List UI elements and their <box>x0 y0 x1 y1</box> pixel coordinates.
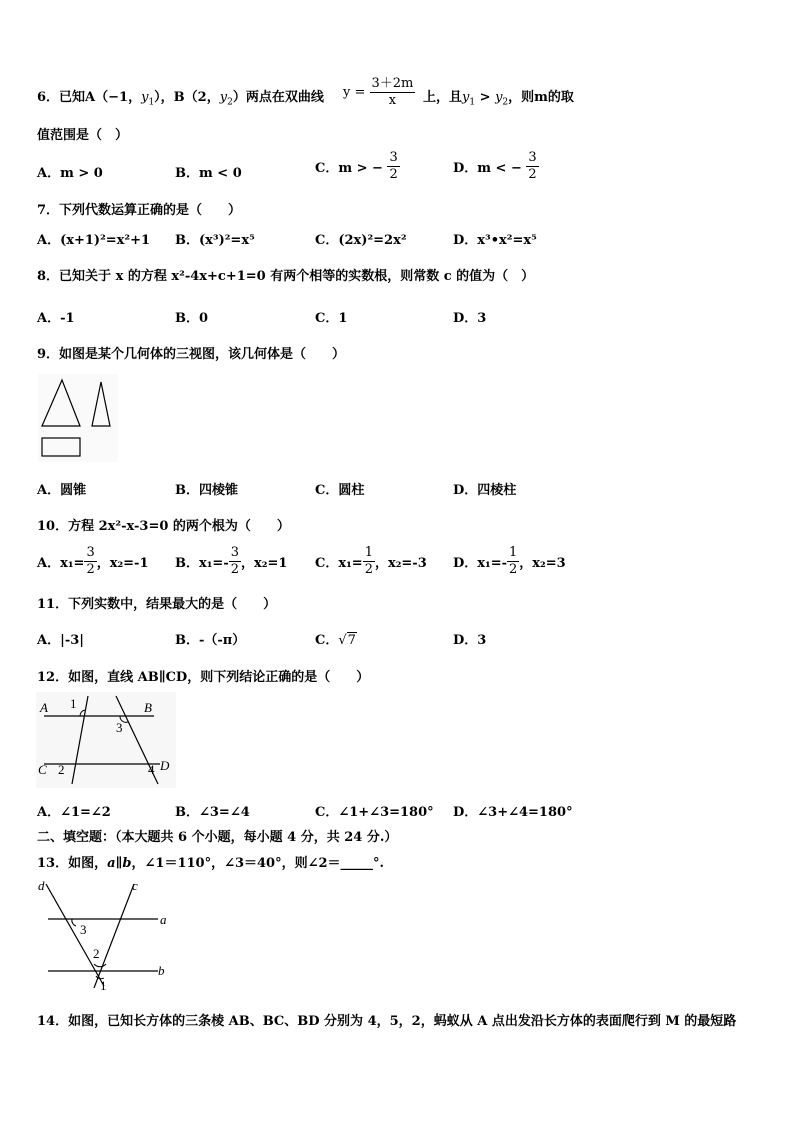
q10-d-num: 1 <box>509 545 518 560</box>
q6-text-c: ），B（2， <box>154 90 220 105</box>
q6-frac-den: x <box>388 93 397 108</box>
q10-a-frac <box>84 545 96 578</box>
q6-option-d <box>453 150 539 183</box>
q11-option-a: A．|-3| <box>37 633 84 648</box>
q10-a-post: ，x₂=-1 <box>96 556 149 571</box>
q13-text-c: ，∠1＝110°，∠3＝40°，则∠2＝ <box>131 856 341 871</box>
q12-option-c: C．∠1+∠3=180° <box>315 805 434 820</box>
q13-label-1: 1 <box>100 978 107 993</box>
q10-d-frac <box>507 545 519 578</box>
q10-d-pre: D．x₁=- <box>453 556 508 571</box>
q6-y1b: y <box>462 90 470 105</box>
q6-y1: y <box>141 90 149 105</box>
q10-d-den: 2 <box>509 562 518 577</box>
q7-option-b: B．(x³)²=x⁵ <box>175 233 255 248</box>
q9-option-c: C．圆柱 <box>315 483 365 498</box>
q6-option-c <box>315 150 400 183</box>
q13-figure <box>36 876 176 994</box>
q9-option-a: A．圆锥 <box>37 483 87 498</box>
q8-option-c: C．1 <box>315 311 348 326</box>
q13-label-d: d <box>38 878 45 893</box>
q12-label-1: 1 <box>70 696 77 711</box>
q13-angle2-arc <box>94 964 106 967</box>
section-fill-in-heading: 二、填空题：（本大题共 6 个小题，每小题 4 分，共 24 分.） <box>37 830 398 845</box>
q6-d-num: 3 <box>528 150 537 165</box>
q8-option-d: D．3 <box>453 311 487 326</box>
q11-radicand: 7 <box>347 633 356 648</box>
q10-a-pre: A．x₁= <box>37 556 85 571</box>
q11-option-b: B．-（-π） <box>175 633 246 648</box>
q6-y-eq: y = <box>343 85 366 100</box>
q10-stem: 10．方程 2x²-x-3=0 的两个根为（ ） <box>37 519 290 534</box>
q12-label-d: D <box>160 758 170 773</box>
q13-stem <box>37 852 384 871</box>
q9-option-d: D．四棱柱 <box>453 483 517 498</box>
q6-option-d-pre: D．m < − <box>453 161 522 176</box>
q13-text-d: °. <box>373 856 385 871</box>
q8-option-a: A．-1 <box>37 311 75 326</box>
q9-option-b: B．四棱锥 <box>175 483 238 498</box>
q10-option-c <box>315 545 427 578</box>
q12-figure-bg <box>36 692 176 788</box>
q6-frac-num: 3＋2m <box>371 76 414 91</box>
q13-answer-blank[interactable]: _____ <box>340 856 374 871</box>
q10-d-post: ，x₂=3 <box>519 556 566 571</box>
q13-label-3: 3 <box>80 922 87 937</box>
q6-c-num: 3 <box>389 150 398 165</box>
q12-label-b: B <box>144 700 152 715</box>
q6-y2b: y <box>495 90 503 105</box>
q13-label-2: 2 <box>93 946 100 961</box>
q6-gt: > <box>475 90 496 105</box>
q6-option-c-frac <box>387 150 399 183</box>
q11-option-d: D．3 <box>453 633 487 648</box>
q10-c-frac <box>363 545 375 578</box>
q10-b-post: ，x₂=1 <box>241 556 288 571</box>
q12-stem: 12．如图，直线 AB∥CD，则下列结论正确的是（ ） <box>37 670 370 685</box>
q6-stem-tail <box>423 86 574 108</box>
q6-c-den: 2 <box>389 167 398 182</box>
q6-d-den: 2 <box>528 167 537 182</box>
q12-option-a: A．∠1=∠2 <box>37 805 111 820</box>
q9-figure-bg <box>38 374 118 462</box>
q13-text-a: 13．如图， <box>37 856 108 871</box>
q6-stem <box>37 86 324 108</box>
q14-stem: 14．如图，已知长方体的三条棱 AB、BC、BD 分别为 4，5，2，蚂蚁从 A 点出发沿长方体的表面爬行到 M 的最短路 <box>37 1014 737 1029</box>
q8-option-b: B．0 <box>175 311 209 326</box>
q6-text-h: 上，且 <box>423 90 463 105</box>
q9-three-view-figure <box>38 374 118 462</box>
q6-y1-sub: 1 <box>148 97 155 108</box>
q7-stem: 7．下列代数运算正确的是（ ） <box>37 203 242 218</box>
q12-label-a: A <box>40 700 48 715</box>
q6-fraction <box>370 76 416 109</box>
q6-y2: y <box>219 90 228 105</box>
q10-c-num: 1 <box>364 545 373 560</box>
q12-option-b: B．∠3=∠4 <box>175 805 250 820</box>
q6-option-b: B．m < 0 <box>175 166 242 181</box>
q10-a-num: 3 <box>86 545 95 560</box>
q11-option-c <box>315 629 357 648</box>
q6-stem-line2: 值范围是（ ） <box>37 128 129 143</box>
q8-stem: 8．已知关于 x 的方程 x²-4x+c+1=0 有两个相等的实数根，则常数 c 的值为（ ） <box>37 269 535 284</box>
q13-label-c: c <box>132 878 138 893</box>
q10-a-den: 2 <box>86 562 95 577</box>
q12-option-d: D．∠3+∠4=180° <box>453 805 573 820</box>
q13-angle3-arc <box>72 919 76 926</box>
q7-option-d: D．x³•x²=x⁵ <box>453 233 537 248</box>
q6-text-e: ）两点在双曲线 <box>232 90 324 105</box>
q10-b-pre: B．x₁=- <box>175 556 229 571</box>
q12-label-3: 3 <box>116 720 123 735</box>
q12-parallel-lines-figure <box>36 692 176 788</box>
q13-label-b: b <box>158 963 165 978</box>
q10-b-num: 3 <box>230 545 240 560</box>
q10-b-den: 2 <box>230 562 240 577</box>
q12-label-2: 2 <box>58 762 65 777</box>
q6-option-c-pre: C．m > − <box>315 161 383 176</box>
q13-label-a: a <box>160 912 167 927</box>
q10-b-frac <box>229 545 241 578</box>
q6-text-l: ，则m的取 <box>508 90 574 105</box>
q10-c-post: ，x₂=-3 <box>374 556 427 571</box>
q7-option-c: C．(2x)²=2x² <box>315 233 407 248</box>
q10-c-pre: C．x₁= <box>315 556 363 571</box>
q12-label-c: C <box>38 762 47 777</box>
q9-stem: 9．如图是某个几何体的三视图，该几何体是（ ） <box>37 347 346 362</box>
q10-option-b <box>175 545 287 578</box>
q13-line-c <box>94 884 134 988</box>
q6-func <box>343 76 415 109</box>
q11-stem: 11．下列实数中，结果最大的是（ ） <box>37 597 277 612</box>
q6-option-d-frac <box>526 150 538 183</box>
q11-sqrt-sign: √ <box>338 633 347 648</box>
q10-option-d <box>453 545 566 578</box>
q12-label-4: 4 <box>148 762 155 777</box>
q7-option-a: A．(x+1)²=x²+1 <box>37 233 151 248</box>
q6-y1b-sub: 1 <box>469 97 476 108</box>
q11-c-pre: C． <box>315 633 339 648</box>
q10-c-den: 2 <box>364 562 373 577</box>
q6-y2b-sub: 2 <box>502 97 509 108</box>
q6-text-a: 6．已知A（−1， <box>37 90 142 105</box>
q13-parallel: a∥b <box>107 856 132 871</box>
q10-option-a <box>37 545 149 578</box>
q6-y2-sub: 2 <box>227 97 233 108</box>
q6-option-a: A．m > 0 <box>37 166 103 181</box>
